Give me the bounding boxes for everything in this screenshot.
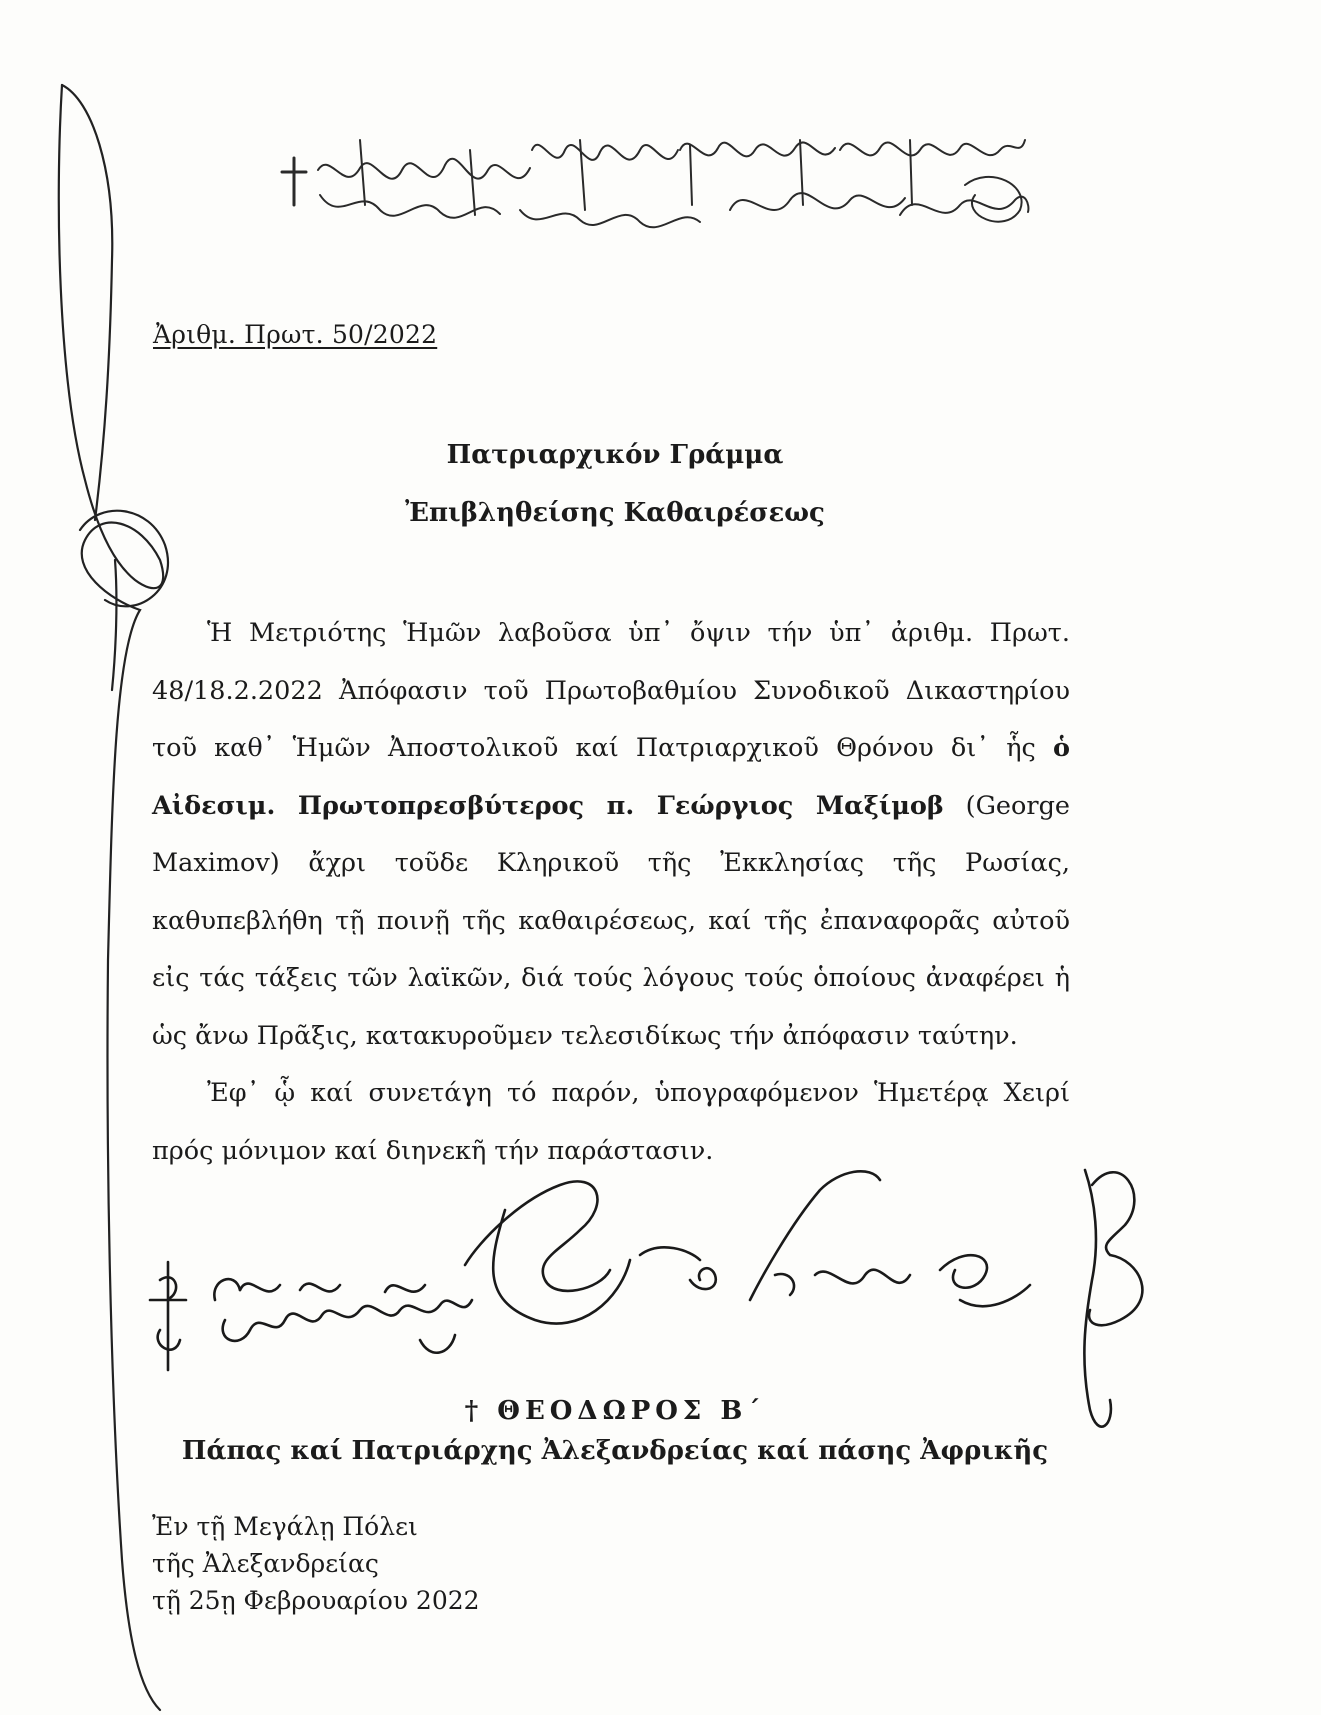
protocol-number: Ἀριθμ. Πρωτ. 50/2022 xyxy=(153,320,438,349)
date-line: τῇ 25ῃ Φεβρουαρίου 2022 xyxy=(152,1586,480,1615)
signatory-title: Πάπας καί Πατριάρχης Ἀλεξανδρείας καί πάσης Ἀφρικῆς xyxy=(181,1436,1049,1466)
document-subtitle: Ἐπιβληθείσης Καθαιρέσεως xyxy=(405,498,825,528)
place-line-2: τῆς Ἀλεξανδρείας xyxy=(152,1549,379,1578)
body-paragraph-1-end: (George Maximov) ἄχρι τοῦδε Κληρικοῦ τῆς Ἐκκλησίας τῆς Ρωσίας, καθυπεβλήθη τῇ ποινῇ τῆς καθαιρέσεως, καί τῆς ἐπαναφορᾶς αὐτοῦ εἰς τάς τάξεις τῶν λαϊκῶν, διά τούς λόγους τούς ὁποίους ἀναφέρει ἡ ὡς ἄνω Πρᾶξις, κατακυροῦμεν τελεσιδίκως τήν ἀπόφασιν ταύτην. xyxy=(152,790,1070,1051)
place-date xyxy=(152,1508,480,1619)
signatory-name: † ΘΕΟΔΩΡΟΣ Β΄ xyxy=(464,1396,766,1426)
document-title: Πατριαρχικόν Γράμμα xyxy=(446,440,784,470)
body-paragraph-2: Ἐφ᾽ ᾧ καί συνετάγη τό παρόν, ὑπογραφόμενον Ἡμετέρᾳ Χειρί πρός μόνιμον καί διηνεκῆ τήν παράστασιν. xyxy=(152,1078,1070,1166)
place-line-1: Ἐν τῇ Μεγάλῃ Πόλει xyxy=(152,1512,418,1541)
body-paragraph-1-bold: ὁ Αἰδεσιμ. Πρωτοπρεσβύτερος π. Γεώργιος Μαξίμοβ xyxy=(152,733,1070,821)
body-paragraph-1-start: Ἡ Μετριότης Ἡμῶν λαβοῦσα ὑπ᾽ ὄψιν τήν ὑπ᾽ ἀριθμ. Πρωτ. 48/18.2.2022 Ἀπόφασιν τοῦ Πρωτοβαθμίου Συνοδικοῦ Δικαστηρίου τοῦ καθ᾽ Ἡμῶν Ἀποστολικοῦ καί Πατριαρχικοῦ Θρόνου δι᾽ ἧς xyxy=(152,618,1070,763)
